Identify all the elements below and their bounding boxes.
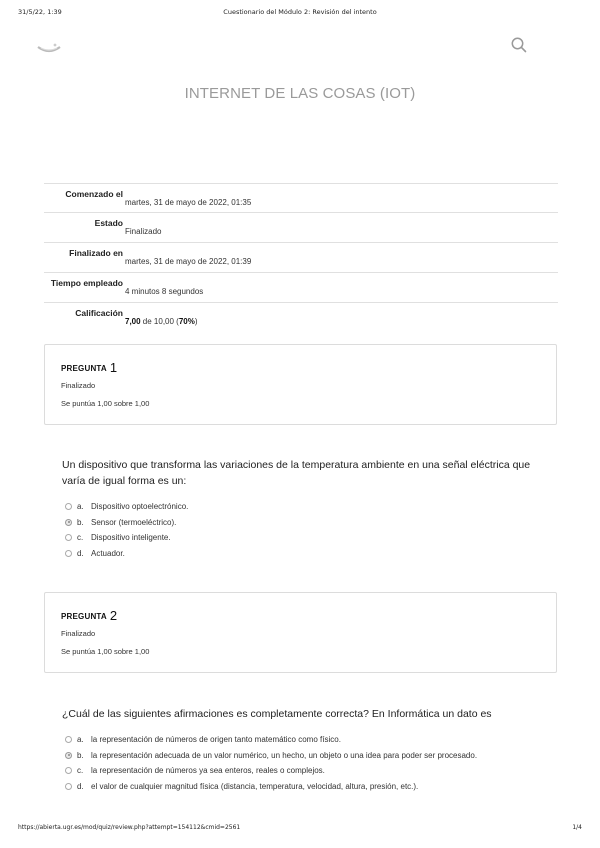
answer-text: Dispositivo optoelectrónico.	[91, 502, 189, 511]
summary-value: 4 minutos 8 segundos	[125, 287, 204, 296]
summary-label: Estado	[94, 218, 123, 228]
radio-button[interactable]	[65, 503, 72, 510]
radio-button[interactable]	[65, 783, 72, 790]
question-number	[61, 359, 117, 374]
summary-value: martes, 31 de mayo de 2022, 01:35	[125, 198, 252, 207]
question-text-2: ¿Cuál de las siguientes afirmaciones es completamente correcta? En Informática un dato es	[62, 708, 492, 720]
site-logo[interactable]	[36, 40, 62, 54]
summary-row-state	[44, 213, 558, 243]
question-info-1	[44, 344, 557, 425]
answer-text: la representación de números ya sea enteros, reales o complejos.	[91, 766, 325, 775]
answer-text: la representación de números de origen tanto matemático como físico.	[91, 735, 341, 744]
question-prefix: PREGUNTA	[61, 612, 107, 621]
summary-label: Comenzado el	[65, 189, 123, 199]
summary-row-completed	[44, 243, 558, 273]
search-icon	[510, 36, 528, 54]
search-button[interactable]	[510, 36, 528, 54]
answer-letter: a.	[77, 735, 84, 744]
question-num: 1	[109, 360, 118, 375]
print-title: Cuestionario del Módulo 2: Revisión del intento	[223, 8, 377, 16]
radio-button-selected[interactable]	[65, 752, 72, 759]
print-footer	[18, 824, 582, 834]
print-header	[18, 8, 582, 20]
answer-letter: b.	[77, 517, 84, 527]
summary-row-started	[44, 183, 558, 213]
summary-value: martes, 31 de mayo de 2022, 01:39	[125, 257, 252, 266]
question-num: 2	[109, 608, 118, 623]
question-text-1: Un dispositivo que transforma las variaciones de la temperatura ambiente en una señal eléctrica que varía de igual forma es un:	[62, 459, 531, 487]
question-grade: Se puntúa 1,00 sobre 1,00	[61, 399, 150, 408]
answer-letter: c.	[77, 533, 84, 542]
logo-icon	[36, 41, 62, 55]
answer-text: el valor de cualquier magnitud física (distancia, temperatura, velocidad, altura, presión, etc.).	[91, 781, 419, 791]
answer-text: Dispositivo inteligente.	[91, 533, 171, 542]
print-date: 31/5/22, 1:39	[18, 8, 62, 16]
radio-button-selected[interactable]	[65, 519, 72, 526]
attempt-summary	[44, 183, 558, 333]
course-title: INTERNET DE LAS COSAS (IOT)	[184, 85, 416, 102]
summary-value: Finalizado	[125, 227, 162, 236]
radio-button[interactable]	[65, 736, 72, 743]
answer-letter: d.	[77, 548, 84, 558]
answer-letter: b.	[77, 750, 84, 760]
summary-row-time-taken	[44, 273, 558, 303]
radio-button[interactable]	[65, 550, 72, 557]
grade-score: 7,00	[125, 317, 141, 326]
answer-text: Actuador.	[91, 548, 125, 558]
grade-value	[125, 317, 198, 326]
answer-text: Sensor (termoeléctrico).	[91, 517, 177, 527]
answer-letter: a.	[77, 502, 84, 511]
question-state: Finalizado	[61, 381, 96, 390]
question-state: Finalizado	[61, 629, 96, 638]
summary-label: Calificación	[75, 308, 123, 318]
answer-text: la representación adecuada de un valor numérico, un hecho, un objeto o una idea para poder ser procesado.	[91, 750, 478, 760]
question-number	[61, 607, 117, 622]
summary-row-grade	[44, 303, 558, 333]
answer-letter: d.	[77, 781, 84, 791]
question-grade: Se puntúa 1,00 sobre 1,00	[61, 647, 150, 656]
grade-percent: 70%	[178, 317, 195, 326]
print-page-number: 1/4	[572, 824, 582, 831]
print-url: https://abierta.ugr.es/mod/quiz/review.php?attempt=154112&cmid=2561	[18, 824, 241, 831]
question-prefix: PREGUNTA	[61, 364, 107, 373]
summary-label: Finalizado en	[69, 248, 123, 258]
grade-of: de 10,00 (	[140, 317, 179, 326]
radio-button[interactable]	[65, 534, 72, 541]
grade-close: )	[194, 317, 198, 326]
question-info-2	[44, 592, 557, 673]
answer-letter: c.	[77, 766, 84, 775]
radio-button[interactable]	[65, 767, 72, 774]
summary-label: Tiempo empleado	[50, 278, 123, 288]
